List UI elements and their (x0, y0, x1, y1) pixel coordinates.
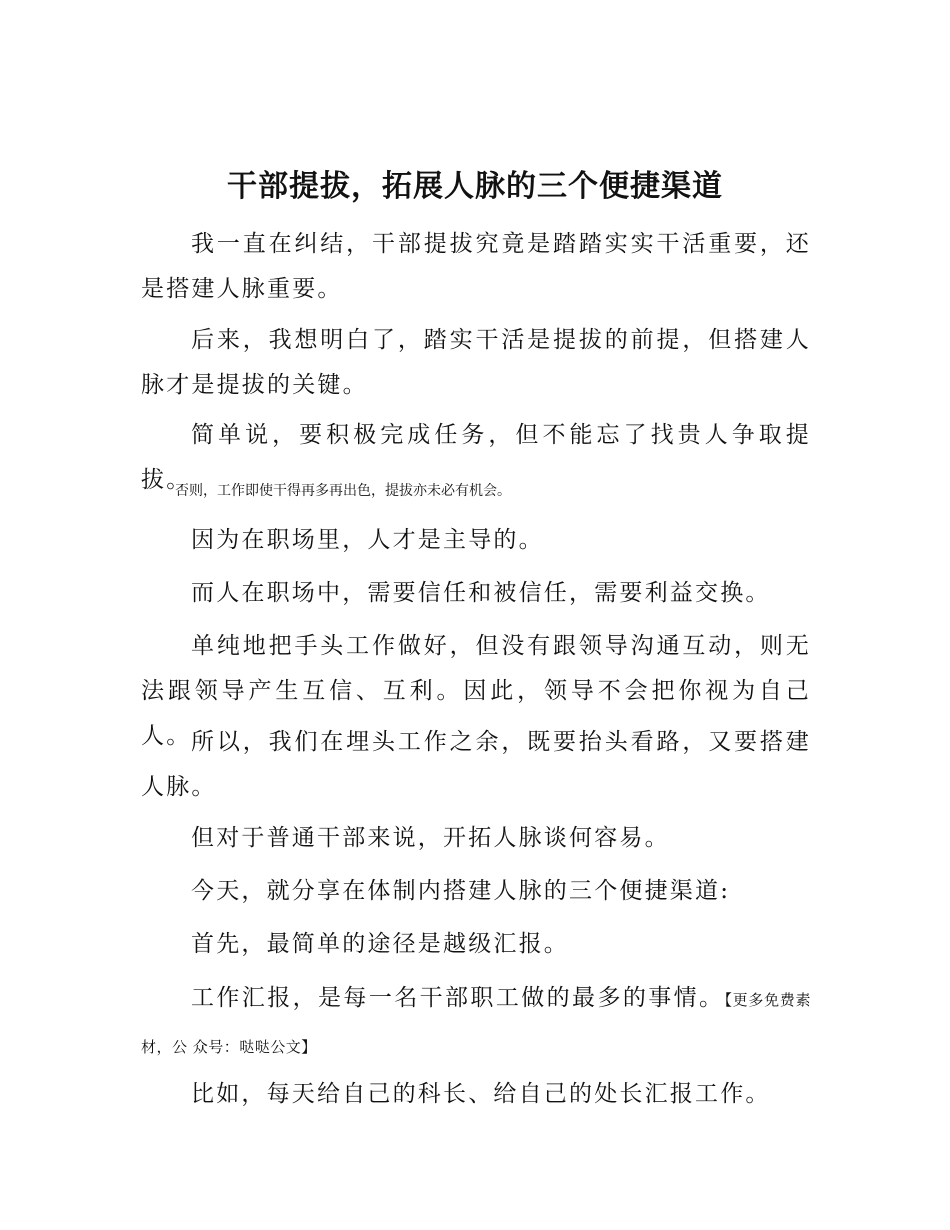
paragraph-10: 今天，就分享在体制内搭建人脉的三个便捷渠道: (191, 878, 731, 904)
paragraph-6: 而人在职场中，需要信任和被信任，需要利益交换。 (191, 580, 771, 606)
paragraph-2: 后来，我想明白了，踏实干活是提拔的前提，但搭建人脉才是提拔的关键。 (141, 327, 811, 398)
paragraph-1: 我一直在纠结，干部提拔究竟是踏踏实实干活重要，还是搭建人脉重要。 (141, 231, 811, 302)
paragraph-5: 因为在职场里，人才是主导的。 (191, 527, 544, 553)
paragraph-9: 但对于普通干部来说，开拓人脉谈何容易。 (191, 825, 670, 851)
paragraph-11: 首先，最简单的途径是越级汇报。 (191, 931, 569, 957)
paragraph-13: 比如，每天给自己的科长、给自己的处长汇报工作。 (191, 1081, 771, 1107)
paragraph-7: 单纯地把手头工作做好，但没有跟领导沟通互动，则无法跟领导产生互信、互利。因此，领导不会把你视为自己人。 (141, 633, 811, 749)
paragraph-12 (141, 976, 811, 1070)
paragraph-4: 否则，工作即使干得再多再出色，提拔亦未必有机会。 (175, 483, 511, 499)
promo-note: 【更多免费素材，公 众号：哒哒公文】 (141, 991, 811, 1056)
paragraph-12-text: 工作汇报，是每一名干部职工做的最多的事情。 (191, 985, 725, 1011)
document-title: 干部提拔，拓展人脉的三个便捷渠道 (227, 169, 723, 204)
paragraph-8: 所以，我们在埋头工作之余，既要抬头看路，又要搭建人脉。 (141, 729, 811, 800)
paragraph-3: 简单说，要积极完成任务，但不能忘了找贵人争取提拔。 (141, 422, 811, 493)
